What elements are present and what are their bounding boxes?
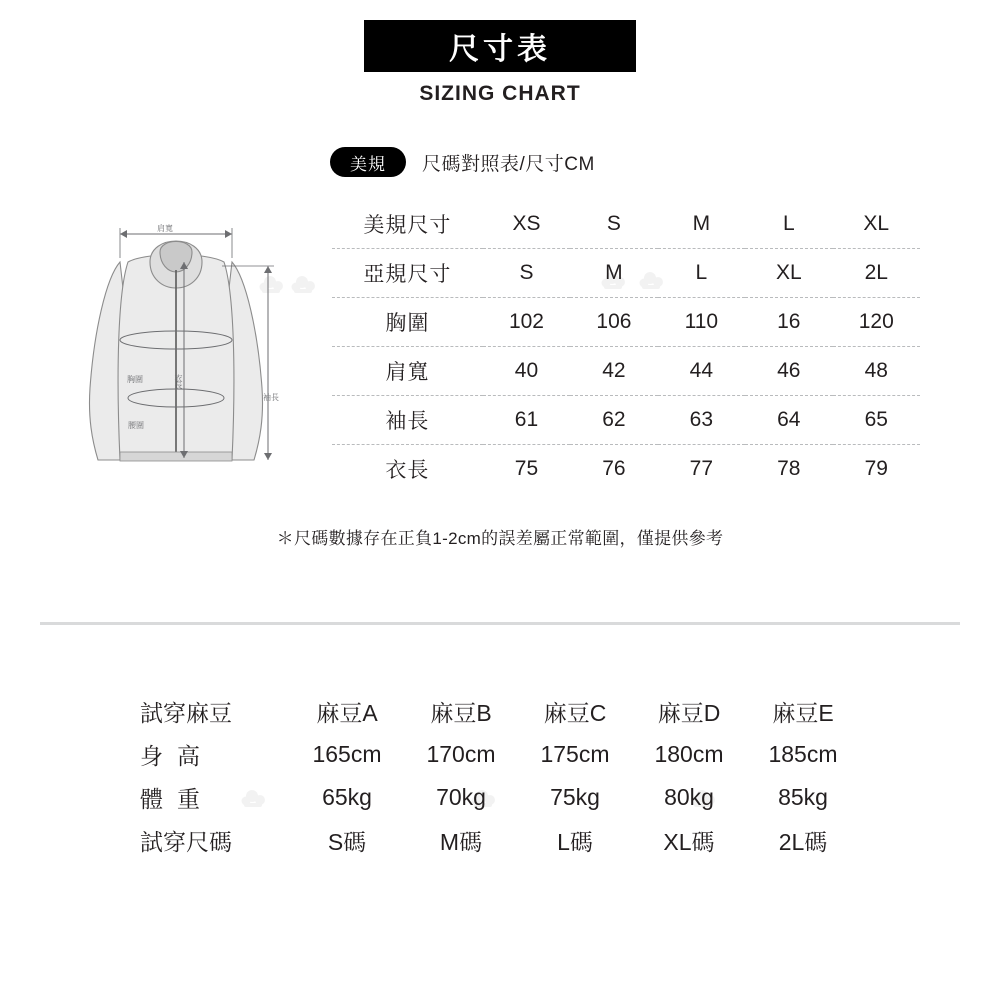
table-cell: 175cm <box>540 741 610 767</box>
table-cell: 165cm <box>312 741 382 767</box>
table-cell: 170cm <box>426 741 496 767</box>
table-cell: 16 <box>745 298 832 347</box>
table-cell: 75 <box>514 457 539 480</box>
table-cell: L <box>658 249 745 298</box>
table-row <box>332 249 920 298</box>
row-header: 胸圍 <box>332 298 483 347</box>
region-badge <box>330 147 406 177</box>
table-cell: 79 <box>864 457 888 480</box>
table-row <box>140 819 860 862</box>
table-cell: XL <box>745 249 832 298</box>
table-cell: S <box>483 249 570 298</box>
table-row <box>332 445 920 494</box>
page-title: 尺寸表 <box>449 33 551 66</box>
table-cell: XL <box>833 200 920 249</box>
measurement-disclaimer: ＊尺碼數據存在正負1-2cm的誤差屬正常範圍，僅提供參考 <box>276 529 724 548</box>
table-cell: 110 <box>658 298 745 347</box>
table-cell: 77 <box>689 457 714 480</box>
table-cell: 麻豆C <box>543 700 607 726</box>
table-cell: 106 <box>570 298 657 347</box>
row-header: 亞規尺寸 <box>332 249 483 298</box>
table-cell: 62 <box>570 396 657 445</box>
row-header: 試穿麻豆 <box>140 700 232 726</box>
table-cell: 46 <box>745 347 832 396</box>
table-cell: 78 <box>777 457 801 480</box>
table-cell: 麻豆D <box>657 700 721 726</box>
table-cell: 2L碼 <box>778 829 828 855</box>
table-cell: 40 <box>483 347 570 396</box>
table-cell: 65kg <box>322 784 372 810</box>
jacket-illustration <box>72 222 312 487</box>
table-cell: 63 <box>658 396 745 445</box>
size-chart-table <box>332 200 920 493</box>
table-cell: 76 <box>602 457 626 480</box>
table-cell: 180cm <box>654 741 724 767</box>
table-cell: 185cm <box>768 741 838 767</box>
table-cell: 42 <box>570 347 657 396</box>
table-cell: 2L <box>833 249 920 298</box>
model-fit-table <box>140 690 860 862</box>
table-cell: 61 <box>483 396 570 445</box>
row-header: 試穿尺碼 <box>140 829 232 855</box>
table-cell: M碼 <box>439 829 483 855</box>
table-cell: 120 <box>833 298 920 347</box>
region-badge-label: 美規 <box>350 154 386 174</box>
table-cell: 麻豆B <box>430 700 492 726</box>
table-cell: XS <box>483 200 570 249</box>
row-header: 肩寬 <box>332 347 483 396</box>
region-row <box>330 147 595 177</box>
table-cell: 麻豆E <box>772 700 834 726</box>
label-shoulder: 肩寬 <box>157 224 173 233</box>
table-cell: 102 <box>483 298 570 347</box>
table-cell: 麻豆A <box>316 700 378 726</box>
table-row <box>332 298 920 347</box>
table-cell: 85kg <box>778 784 828 810</box>
section-divider <box>40 622 960 625</box>
table-cell: S碼 <box>327 829 367 855</box>
label-waist: 腰圍 <box>128 421 144 430</box>
table-cell: 75kg <box>550 784 600 810</box>
table-cell: 65 <box>833 396 920 445</box>
row-header: 體重 <box>140 786 214 812</box>
table-cell: 48 <box>833 347 920 396</box>
table-row <box>140 776 860 819</box>
table-cell: XL碼 <box>663 829 715 855</box>
table-cell: 44 <box>658 347 745 396</box>
table-row <box>332 200 920 249</box>
row-header: 美規尺寸 <box>332 200 483 249</box>
row-header: 身高 <box>140 743 214 769</box>
table-cell: M <box>570 249 657 298</box>
page-subtitle: SIZING CHART <box>419 82 581 105</box>
table-cell: S <box>570 200 657 249</box>
label-chest: 胸圍 <box>127 375 143 384</box>
table-row <box>140 690 860 733</box>
row-header: 衣長 <box>385 459 430 482</box>
label-sleeve: 袖長 <box>263 393 279 402</box>
page-title-banner <box>364 20 636 72</box>
row-header: 袖長 <box>332 396 483 445</box>
table-cell: 64 <box>745 396 832 445</box>
table-row <box>332 396 920 445</box>
table-cell: L <box>745 200 832 249</box>
table-cell: 80kg <box>664 784 714 810</box>
table-cell: L碼 <box>557 829 593 855</box>
label-length: 衣長 <box>174 374 183 388</box>
table-row <box>332 347 920 396</box>
table-cell: 70kg <box>436 784 486 810</box>
table-row <box>140 733 860 776</box>
region-note: 尺碼對照表/尺寸CM <box>422 153 595 175</box>
garment-diagram <box>72 222 312 487</box>
table-cell: M <box>658 200 745 249</box>
